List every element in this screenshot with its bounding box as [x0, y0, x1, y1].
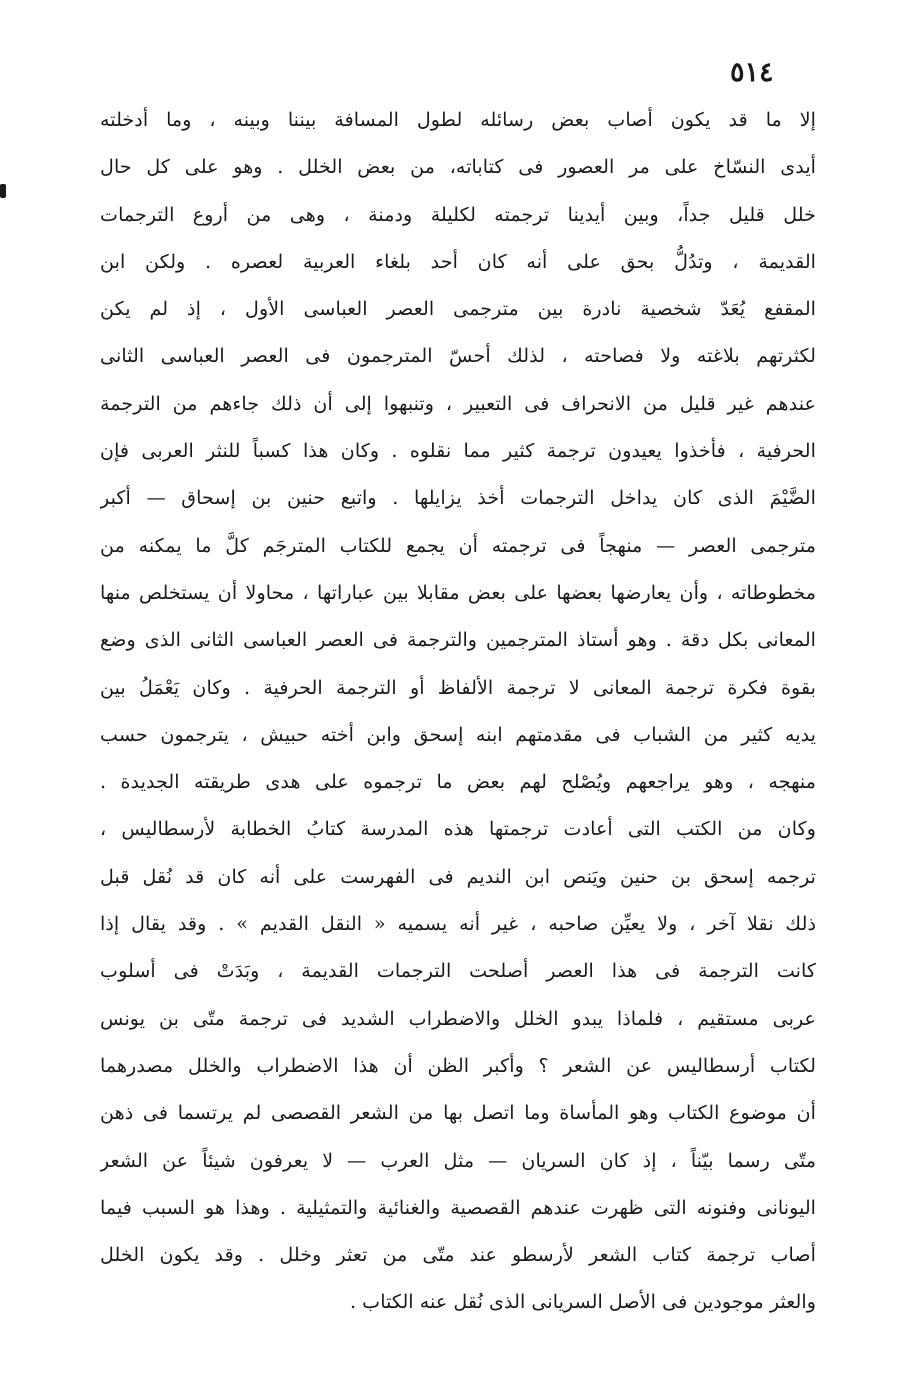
text-line: إلا ما قد يكون أصاب بعض رسائله لطول المسافة بيننا وبينه ، وما أدخلته	[100, 108, 816, 131]
scan-edge-mark	[0, 184, 6, 198]
text-line: الحرفية ، فأخذوا يعيدون ترجمة كثير مما نقلوه . وكان هذا كسباً للنثر العربى فإن	[100, 439, 816, 463]
text-line: المقفع يُعَدّ شخصية نادرة بين مترجمى العصر العباسى الأول ، إذ لم يكن	[100, 297, 816, 321]
page-number: ٥١٤	[730, 57, 774, 88]
text-line: أيدى النسّاخ على مر العصور فى كتاباته، من بعض الخلل . وهو على كل حال	[100, 155, 816, 179]
text-line-last: والعثر موجودين فى الأصل السريانى الذى نُقل عنه الكتاب .	[349, 1290, 816, 1314]
text-line: عربى مستقيم ، فلماذا يبدو الخلل والاضطراب الشديد فى ترجمة متّى بن يونس	[100, 1006, 816, 1030]
text-line: أصاب ترجمة كتاب الشعر لأرسطو عند متّى من تعثر وخلل . وقد يكون الخلل	[100, 1243, 816, 1267]
text-line: كانت الترجمة فى هذا العصر أصلحت الترجمات القديمة ، وبَدَتْ فى أسلوب	[100, 959, 816, 983]
text-line: اليونانى وفنونه التى ظهرت عندهم القصصية والغنائية والتمثيلية . وهذا هو السبب فيما	[100, 1195, 816, 1219]
text-line: بقوة فكرة ترجمة المعانى لا ترجمة الألفاظ أو الترجمة الحرفية . وكان يَعْمَلُ بين	[100, 675, 816, 699]
text-line: الضَّيْمَ الذى كان يداخل الترجمات أخذ يزايلها . واتبع حنين بن إسحاق — أكبر	[100, 486, 816, 510]
text-line: منهجه ، وهو يراجعهم ويُصْلح لهم بعض ما ترجموه على هدى طريقته الجديدة .	[100, 770, 816, 794]
text-line: القديمة ، وتدُلُّ بحق على أنه كان أحد بلغاء العربية لعصره . ولكن ابن	[100, 249, 816, 273]
text-line: عندهم غير قليل من الانحراف فى التعبير ، وتنبهوا إلى أن ذلك جاءهم من الترجمة	[100, 391, 816, 415]
text-line: لكثرتهم بلاغته ولا فصاحته ، لذلك أحسّ المترجمون فى العصر العباسى الثانى	[100, 344, 816, 368]
text-line: أن موضوع الكتاب وهو المأساة وما اتصل بها من الشعر القصصى لم يرتسما فى ذهن	[100, 1101, 816, 1125]
text-line: مترجمى العصر — منهجاً فى ترجمته أن يجمع للكتاب المترجَم كلَّ ما يمكنه من	[100, 533, 816, 557]
text-line: مخطوطاته ، وأن يعارضها بعضها على بعض مقابلا بين عباراتها ، محاولا أن يستخلص منها	[100, 580, 816, 604]
text-line: متّى رسما بيّناً ، إذ كان السريان — مثل العرب — لا يعرفون شيئاً عن الشعر	[100, 1148, 816, 1172]
text-line: خلل قليل جداً، وبين أيدينا ترجمته لكليلة ودمنة ، وهى من أروع الترجمات	[100, 202, 816, 226]
text-line: ذلك نقلا آخر ، ولا يعيِّن صاحبه ، غير أنه يسميه « النقل القديم » . وقد يقال إذا	[100, 912, 816, 936]
text-line: ترجمه إسحق بن حنين ويَنص ابن النديم فى الفهرست على أنه كان قد نُقل قبل	[100, 864, 816, 888]
text-line: المعانى بكل دقة . وهو أستاذ المترجمين والترجمة فى العصر العباسى الثانى الذى وضع	[100, 628, 816, 652]
text-line: لكتاب أرسطاليس عن الشعر ؟ وأكبر الظن أن هذا الاضطراب والخلل مصدرهما	[100, 1053, 816, 1077]
text-line: يديه كثير من الشباب فى مقدمتهم ابنه إسحق وابن أخته حبيش ، يترجمون حسب	[100, 722, 816, 746]
body-text	[100, 96, 816, 1326]
text-line: وكان من الكتب التى أعادت ترجمتها هذه المدرسة كتابُ الخطابة لأرسطاليس ،	[100, 817, 816, 841]
